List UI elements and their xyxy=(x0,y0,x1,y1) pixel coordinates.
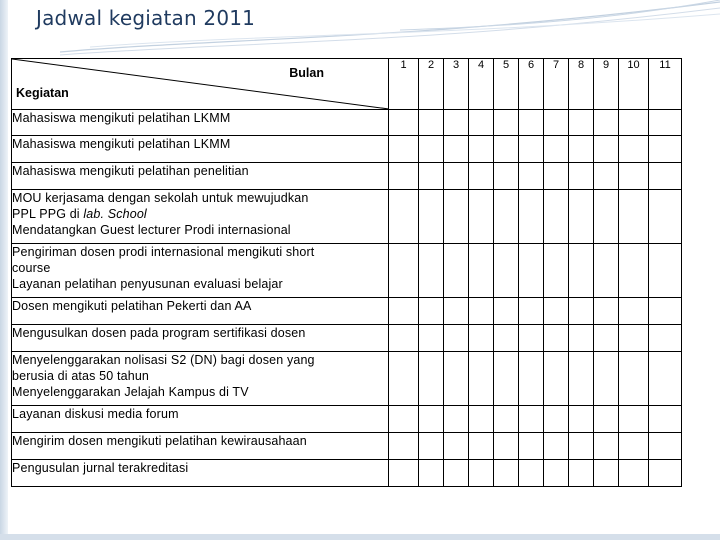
schedule-cell xyxy=(419,460,444,487)
schedule-cell xyxy=(519,163,544,190)
schedule-cell xyxy=(519,190,544,244)
month-header: 11 xyxy=(649,59,682,110)
schedule-cell xyxy=(569,136,594,163)
schedule-cell xyxy=(519,406,544,433)
schedule-cell xyxy=(494,325,519,352)
schedule-cell xyxy=(444,244,469,298)
schedule-cell xyxy=(649,136,682,163)
schedule-cell xyxy=(519,460,544,487)
schedule-cell xyxy=(469,460,494,487)
activity-text: Mahasiswa mengikuti pelatihan LKMM xyxy=(12,111,231,125)
schedule-cell xyxy=(544,325,569,352)
schedule-cell xyxy=(569,190,594,244)
schedule-cell xyxy=(389,406,419,433)
activity-line xyxy=(12,206,388,222)
schedule-cell xyxy=(494,433,519,460)
activity-text: Mengusulkan dosen pada program sertifikasi dosen xyxy=(12,326,306,340)
month-header: 8 xyxy=(569,59,594,110)
activity-text: Mahasiswa mengikuti pelatihan penelitian xyxy=(12,164,249,178)
schedule-cell xyxy=(544,406,569,433)
schedule-cell xyxy=(544,110,569,136)
activity-cell xyxy=(12,406,389,433)
schedule-cell xyxy=(494,460,519,487)
activity-line xyxy=(12,433,388,449)
schedule-cell xyxy=(544,136,569,163)
schedule-cell xyxy=(444,298,469,325)
slide-title: Jadwal kegiatan 2011 xyxy=(36,6,256,30)
activity-cell xyxy=(12,460,389,487)
schedule-cell xyxy=(594,298,619,325)
schedule-cell xyxy=(494,190,519,244)
table-row xyxy=(12,190,682,244)
schedule-cell xyxy=(469,325,494,352)
activity-line xyxy=(12,276,388,292)
schedule-cell xyxy=(569,110,594,136)
schedule-cell xyxy=(619,352,649,406)
table-row xyxy=(12,136,682,163)
schedule-cell xyxy=(444,460,469,487)
schedule-cell xyxy=(389,190,419,244)
schedule-cell xyxy=(444,136,469,163)
schedule-cell xyxy=(519,352,544,406)
activity-italic-text: lab. School xyxy=(83,207,147,221)
schedule-cell xyxy=(649,163,682,190)
schedule-cell xyxy=(569,433,594,460)
schedule-cell xyxy=(649,433,682,460)
schedule-cell xyxy=(419,190,444,244)
activity-text: Layanan pelatihan penyusunan evaluasi belajar xyxy=(12,277,283,291)
schedule-cell xyxy=(594,244,619,298)
schedule-cell xyxy=(519,433,544,460)
schedule-cell xyxy=(569,406,594,433)
activity-text: Menyelenggarakan nolisasi S2 (DN) bagi dosen yang xyxy=(12,353,315,367)
activity-text: Pengusulan jurnal terakreditasi xyxy=(12,461,189,475)
table-row xyxy=(12,460,682,487)
schedule-cell xyxy=(619,298,649,325)
table-row xyxy=(12,325,682,352)
schedule-cell xyxy=(444,352,469,406)
schedule-cell xyxy=(419,406,444,433)
schedule-cell xyxy=(619,460,649,487)
schedule-cell xyxy=(649,244,682,298)
schedule-cell xyxy=(419,298,444,325)
schedule-cell xyxy=(494,163,519,190)
schedule-cell xyxy=(649,110,682,136)
table-row xyxy=(12,433,682,460)
schedule-cell xyxy=(494,110,519,136)
schedule-table xyxy=(11,58,682,487)
schedule-cell xyxy=(619,325,649,352)
schedule-cell xyxy=(419,136,444,163)
schedule-cell xyxy=(389,325,419,352)
schedule-cell xyxy=(544,460,569,487)
schedule-cell xyxy=(544,190,569,244)
schedule-cell xyxy=(594,352,619,406)
activity-cell xyxy=(12,190,389,244)
schedule-cell xyxy=(419,433,444,460)
activity-text: Mendatangkan Guest lecturer Prodi internasional xyxy=(12,223,291,237)
header-diagonal-cell xyxy=(12,59,389,110)
left-frame-bar xyxy=(0,0,8,540)
schedule-cell xyxy=(444,163,469,190)
schedule-cell xyxy=(389,136,419,163)
schedule-cell xyxy=(469,110,494,136)
activity-cell xyxy=(12,163,389,190)
schedule-cell xyxy=(619,163,649,190)
schedule-cell xyxy=(389,110,419,136)
schedule-cell xyxy=(649,325,682,352)
schedule-cell xyxy=(594,190,619,244)
activity-cell xyxy=(12,352,389,406)
bottom-frame-bar xyxy=(0,534,720,540)
month-header: 7 xyxy=(544,59,569,110)
activity-line xyxy=(12,384,388,400)
month-header: 10 xyxy=(619,59,649,110)
schedule-cell xyxy=(419,325,444,352)
month-header: 9 xyxy=(594,59,619,110)
diagonal-divider-line xyxy=(12,59,389,109)
activity-text: Dosen mengikuti pelatihan Pekerti dan AA xyxy=(12,299,252,313)
month-header: 6 xyxy=(519,59,544,110)
schedule-cell xyxy=(469,190,494,244)
schedule-cell xyxy=(619,110,649,136)
activity-text: Menyelenggarakan Jelajah Kampus di TV xyxy=(12,385,249,399)
schedule-cell xyxy=(469,163,494,190)
schedule-cell xyxy=(519,298,544,325)
schedule-cell xyxy=(389,460,419,487)
activity-cell xyxy=(12,110,389,136)
schedule-cell xyxy=(594,136,619,163)
activity-line xyxy=(12,110,388,126)
schedule-cell xyxy=(519,110,544,136)
schedule-cell xyxy=(469,136,494,163)
table-row xyxy=(12,163,682,190)
schedule-cell xyxy=(594,406,619,433)
schedule-cell xyxy=(519,244,544,298)
activity-cell xyxy=(12,433,389,460)
activity-line xyxy=(12,368,388,384)
header-bulan-label: Bulan xyxy=(289,66,324,80)
schedule-cell xyxy=(469,244,494,298)
schedule-cell xyxy=(519,136,544,163)
schedule-cell xyxy=(494,136,519,163)
activity-text: Layanan diskusi media forum xyxy=(12,407,179,421)
schedule-cell xyxy=(544,298,569,325)
activity-line xyxy=(12,222,388,238)
schedule-cell xyxy=(569,352,594,406)
schedule-cell xyxy=(419,352,444,406)
activity-line xyxy=(12,244,388,260)
schedule-cell xyxy=(619,433,649,460)
schedule-cell xyxy=(419,110,444,136)
activity-text: Mahasiswa mengikuti pelatihan LKMM xyxy=(12,137,231,151)
schedule-cell xyxy=(469,298,494,325)
table-row xyxy=(12,406,682,433)
schedule-cell xyxy=(619,244,649,298)
schedule-cell xyxy=(389,433,419,460)
schedule-cell xyxy=(444,110,469,136)
schedule-cell xyxy=(619,190,649,244)
schedule-cell xyxy=(494,406,519,433)
activity-line xyxy=(12,406,388,422)
schedule-cell xyxy=(594,433,619,460)
activity-text: course xyxy=(12,261,51,275)
schedule-cell xyxy=(649,460,682,487)
schedule-cell xyxy=(594,460,619,487)
activity-line xyxy=(12,260,388,276)
schedule-cell xyxy=(619,136,649,163)
activity-text: berusia di atas 50 tahun xyxy=(12,369,150,383)
activity-cell xyxy=(12,136,389,163)
activity-line xyxy=(12,163,388,179)
schedule-cell xyxy=(389,352,419,406)
schedule-cell xyxy=(649,406,682,433)
schedule-cell xyxy=(649,352,682,406)
month-header: 4 xyxy=(469,59,494,110)
schedule-cell xyxy=(469,352,494,406)
activity-line xyxy=(12,136,388,152)
header-kegiatan-label: Kegiatan xyxy=(16,86,69,100)
schedule-cell xyxy=(519,325,544,352)
schedule-cell xyxy=(389,163,419,190)
schedule-cell xyxy=(444,325,469,352)
activity-cell xyxy=(12,244,389,298)
header-row xyxy=(12,59,682,110)
schedule-cell xyxy=(569,460,594,487)
schedule-cell xyxy=(469,406,494,433)
schedule-cell xyxy=(494,352,519,406)
schedule-cell xyxy=(649,298,682,325)
schedule-cell xyxy=(569,163,594,190)
schedule-cell xyxy=(419,163,444,190)
activity-text: Pengiriman dosen prodi internasional mengikuti short xyxy=(12,245,315,259)
schedule-cell xyxy=(569,298,594,325)
activity-line xyxy=(12,352,388,368)
schedule-cell xyxy=(494,298,519,325)
activity-line xyxy=(12,460,388,476)
activity-line xyxy=(12,190,388,206)
table-row xyxy=(12,298,682,325)
schedule-cell xyxy=(389,298,419,325)
activity-line xyxy=(12,325,388,341)
activity-cell xyxy=(12,325,389,352)
table-row xyxy=(12,244,682,298)
schedule-cell xyxy=(594,110,619,136)
schedule-cell xyxy=(444,406,469,433)
schedule-cell xyxy=(419,244,444,298)
schedule-cell xyxy=(569,325,594,352)
activity-line xyxy=(12,298,388,314)
schedule-cell xyxy=(649,190,682,244)
table-row xyxy=(12,352,682,406)
month-header: 2 xyxy=(419,59,444,110)
month-header: 3 xyxy=(444,59,469,110)
schedule-cell xyxy=(444,433,469,460)
table-row xyxy=(12,110,682,136)
schedule-cell xyxy=(544,244,569,298)
month-header: 1 xyxy=(389,59,419,110)
schedule-cell xyxy=(619,406,649,433)
month-header: 5 xyxy=(494,59,519,110)
activity-cell xyxy=(12,298,389,325)
schedule-cell xyxy=(469,433,494,460)
activity-text: MOU kerjasama dengan sekolah untuk mewujudkan xyxy=(12,191,309,205)
schedule-cell xyxy=(494,244,519,298)
schedule-cell xyxy=(544,352,569,406)
schedule-cell xyxy=(544,433,569,460)
schedule-cell xyxy=(389,244,419,298)
activity-text: PPL PPG di xyxy=(12,207,84,221)
schedule-cell xyxy=(444,190,469,244)
schedule-cell xyxy=(544,163,569,190)
schedule-cell xyxy=(594,325,619,352)
activity-text: Mengirim dosen mengikuti pelatihan kewirausahaan xyxy=(12,434,307,448)
schedule-cell xyxy=(594,163,619,190)
schedule-cell xyxy=(569,244,594,298)
